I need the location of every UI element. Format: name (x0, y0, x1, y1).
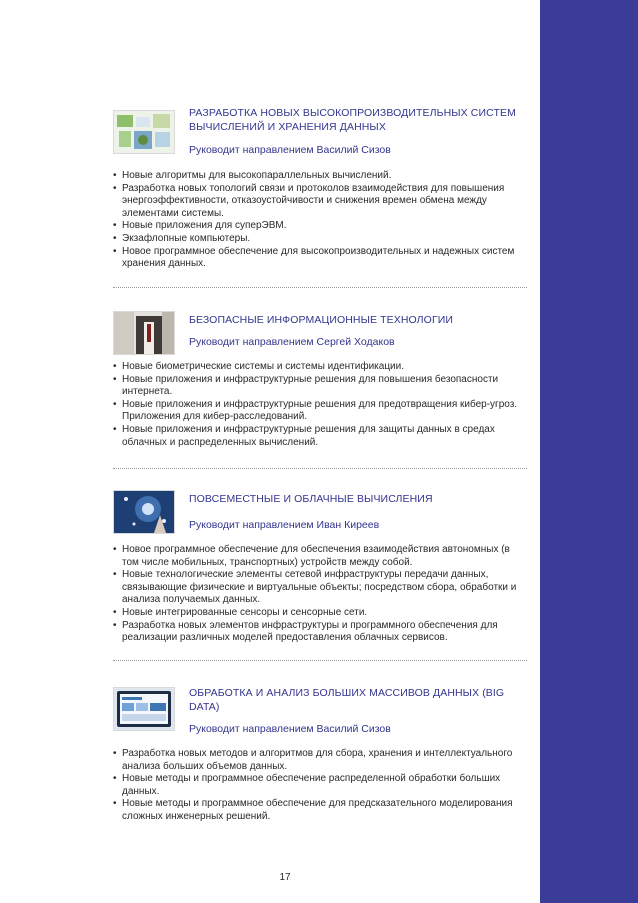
list-item: • Новые интегрированные сенсоры и сенсорные сети. (113, 607, 527, 620)
bullet-list (113, 544, 527, 645)
section-title: РАЗРАБОТКА НОВЫХ ВЫСОКОПРОИЗВОДИТЕЛЬНЫХ СИСТЕМ ВЫЧИСЛЕНИЙ И ХРАНЕНИЯ ДАННЫХ (189, 107, 516, 133)
section-divider (113, 660, 527, 661)
list-item: • Новые биометрические системы и системы идентификации. (113, 361, 527, 374)
list-item: • Разработка новых методов и алгоритмов для сбора, хранения и интеллектуального анализа больших объемов данных. (113, 748, 527, 773)
section-leader: Руководит направлением Василий Сизов (189, 144, 391, 156)
section-divider (113, 287, 527, 288)
list-item: • Новые приложения и инфраструктурные решения для повышения безопасности интернета. (113, 374, 527, 399)
list-item: • Разработка новых элементов инфраструктуры и программного обеспечения для реализации различных моделей предоставления облачных сервисов. (113, 620, 527, 645)
cloud-thumbnail-image (113, 490, 175, 534)
list-item: • Новые методы и программное обеспечение для предсказательного моделирования сложных инженерных решений. (113, 798, 527, 823)
list-item: • Новые приложения и инфраструктурные решения для предотвращения кибер-угроз. Приложения для кибер-расследований. (113, 399, 527, 424)
section-divider (113, 468, 527, 469)
list-item: • Новые приложения и инфраструктурные решения для защиты данных в средах облачных и распределенных вычислений. (113, 424, 527, 449)
section-leader: Руководит направлением Иван Киреев (189, 519, 380, 531)
section-title: ПОВСЕМЕСТНЫЕ И ОБЛАЧНЫЕ ВЫЧИСЛЕНИЯ (189, 493, 433, 505)
list-item: • Новое программное обеспечение для обеспечения взаимодействия автономных (в том числе мобильных, транспортных) устройств между собой. (113, 544, 527, 569)
side-color-band (540, 0, 638, 903)
list-item: • Разработка новых топологий связи и протоколов взаимодействия для повышения энергоэффективности, отказоустойчивости и снижения времен обмена между элементами системы. (113, 183, 527, 221)
list-item: • Новые методы и программное обеспечение распределенной обработки больших данных. (113, 773, 527, 798)
section-leader: Руководит направлением Василий Сизов (189, 723, 391, 735)
section-leader: Руководит направлением Сергей Ходаков (189, 336, 395, 348)
list-item: • Новые технологические элементы сетевой инфраструктуры передачи данных, связывающие физические и виртуальные объекты; посредством сбора, обработки и анализа получаемых данных. (113, 569, 527, 607)
big-data-thumbnail-image (113, 687, 175, 731)
hpc-thumbnail-image (113, 110, 175, 154)
bullet-list (113, 361, 527, 449)
list-item: • Новые алгоритмы для высокопараллельных вычислений. (113, 170, 527, 183)
bullet-list (113, 170, 527, 271)
section-title: БЕЗОПАСНЫЕ ИНФОРМАЦИОННЫЕ ТЕХНОЛОГИИ (189, 314, 454, 326)
section-title: ОБРАБОТКА И АНАЛИЗ БОЛЬШИХ МАССИВОВ ДАННЫХ (BIG DATA) (189, 687, 505, 713)
security-thumbnail-image (113, 311, 175, 355)
list-item: • Новое программное обеспечение для высокопроизводительных и надежных систем хранения данных. (113, 246, 527, 271)
list-item: • Экзафлопные компьютеры. (113, 233, 527, 246)
list-item: • Новые приложения для суперЭВМ. (113, 220, 527, 233)
page-number: 17 (279, 872, 291, 883)
bullet-list (113, 748, 527, 824)
